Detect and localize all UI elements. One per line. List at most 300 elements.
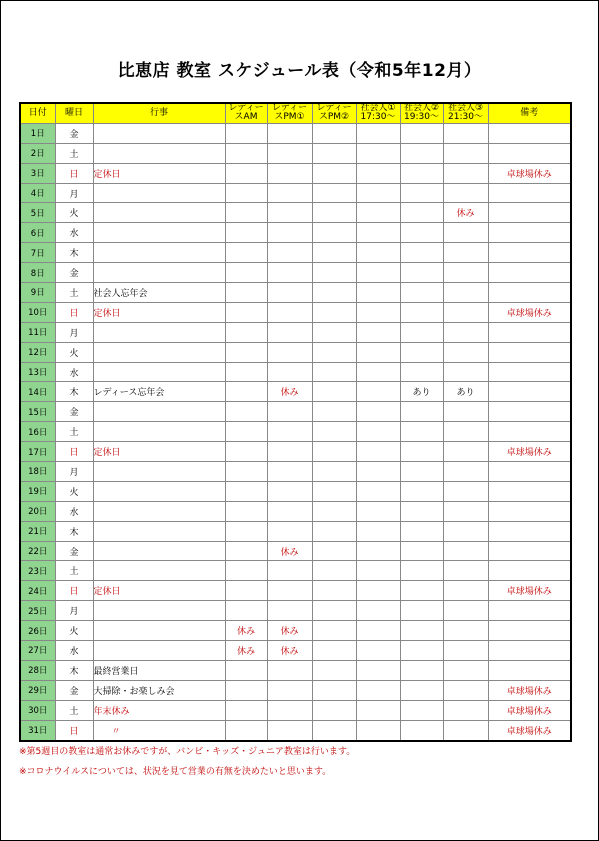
slot-cell xyxy=(312,243,356,263)
slot-cell xyxy=(356,422,400,442)
weekday-cell: 水 xyxy=(55,223,93,243)
slot-cell xyxy=(356,203,400,223)
slot-cell xyxy=(400,123,443,143)
event-cell: レディース忘年会 xyxy=(93,382,225,402)
slot-cell xyxy=(356,641,400,661)
slot-cell xyxy=(400,263,443,283)
table-row xyxy=(20,561,571,581)
slot-cell xyxy=(356,163,400,183)
date-cell: 21日 xyxy=(20,521,55,541)
event-cell: 定休日 xyxy=(93,302,225,322)
header-label: 社会人①17:30～ xyxy=(360,103,396,123)
slot-cell xyxy=(443,561,488,581)
slot-cell xyxy=(267,123,312,143)
slot-cell xyxy=(400,501,443,521)
remarks-cell xyxy=(488,561,571,581)
slot-cell xyxy=(443,641,488,661)
slot-cell xyxy=(443,680,488,700)
slot-cell xyxy=(356,342,400,362)
slot-cell xyxy=(267,700,312,720)
event-cell: 〃 xyxy=(93,720,225,740)
table-row xyxy=(20,302,571,322)
remarks-cell xyxy=(488,501,571,521)
slot-cell xyxy=(267,362,312,382)
table-row xyxy=(20,462,571,482)
remarks-cell: 卓球場休み xyxy=(488,163,571,183)
slot-cell: あり xyxy=(443,382,488,402)
event-cell xyxy=(93,143,225,163)
slot-cell xyxy=(312,462,356,482)
event-cell xyxy=(93,263,225,283)
date-cell: 15日 xyxy=(20,402,55,422)
remarks-cell: 卓球場休み xyxy=(488,700,571,720)
header-label: 社会人②19:30～ xyxy=(403,103,440,123)
event-cell: 定休日 xyxy=(93,163,225,183)
table-row xyxy=(20,342,571,362)
weekday-cell: 月 xyxy=(55,601,93,621)
note-line: ※第5週目の教室は通常お休みですが、バンビ・キッズ・ジュニア教室は行います。 xyxy=(19,747,356,757)
table-row xyxy=(20,700,571,720)
event-cell xyxy=(93,342,225,362)
date-cell: 4日 xyxy=(20,183,55,203)
slot-cell xyxy=(225,263,267,283)
slot-cell xyxy=(312,302,356,322)
page-title: 比恵店 教室 スケジュール表（令和5年12月） xyxy=(117,61,482,81)
slot-cell: 休み xyxy=(225,621,267,641)
slot-cell xyxy=(443,223,488,243)
slot-cell xyxy=(312,481,356,501)
weekday-cell: 月 xyxy=(55,322,93,342)
slot-cell xyxy=(356,183,400,203)
slot-cell xyxy=(400,660,443,680)
slot-cell xyxy=(225,442,267,462)
header-event xyxy=(93,103,225,123)
date-cell: 18日 xyxy=(20,462,55,482)
event-cell xyxy=(93,561,225,581)
weekday-cell: 金 xyxy=(55,541,93,561)
slot-cell xyxy=(356,143,400,163)
header-adult1 xyxy=(356,103,400,123)
remarks-cell xyxy=(488,621,571,641)
slot-cell xyxy=(443,183,488,203)
remarks-cell xyxy=(488,183,571,203)
event-cell xyxy=(93,422,225,442)
slot-cell xyxy=(312,680,356,700)
weekday-cell: 土 xyxy=(55,143,93,163)
slot-cell xyxy=(225,481,267,501)
slot-cell xyxy=(312,641,356,661)
slot-cell xyxy=(267,521,312,541)
remarks-cell xyxy=(488,143,571,163)
table-row xyxy=(20,481,571,501)
slot-cell xyxy=(356,601,400,621)
slot-cell xyxy=(267,680,312,700)
slot-cell xyxy=(443,660,488,680)
slot-cell xyxy=(312,143,356,163)
event-cell xyxy=(93,362,225,382)
slot-cell xyxy=(443,243,488,263)
slot-cell xyxy=(443,302,488,322)
slot-cell xyxy=(443,143,488,163)
weekday-cell: 水 xyxy=(55,641,93,661)
date-cell: 13日 xyxy=(20,362,55,382)
slot-cell xyxy=(356,322,400,342)
slot-cell xyxy=(400,621,443,641)
header-label: レディースPM① xyxy=(271,103,308,123)
header-label: レディースPM② xyxy=(316,103,352,123)
slot-cell xyxy=(267,283,312,303)
slot-cell xyxy=(356,263,400,283)
slot-cell xyxy=(356,462,400,482)
table-row xyxy=(20,501,571,521)
slot-cell xyxy=(312,342,356,362)
slot-cell xyxy=(267,322,312,342)
slot-cell xyxy=(400,521,443,541)
slot-cell xyxy=(356,660,400,680)
remarks-cell: 卓球場休み xyxy=(488,442,571,462)
slot-cell xyxy=(356,123,400,143)
date-cell: 25日 xyxy=(20,601,55,621)
remarks-cell xyxy=(488,601,571,621)
slot-cell xyxy=(443,442,488,462)
slot-cell xyxy=(400,183,443,203)
table-row xyxy=(20,223,571,243)
weekday-cell: 金 xyxy=(55,680,93,700)
slot-cell xyxy=(312,183,356,203)
table-row xyxy=(20,362,571,382)
slot-cell xyxy=(267,660,312,680)
slot-cell xyxy=(267,581,312,601)
slot-cell xyxy=(225,342,267,362)
table-row xyxy=(20,163,571,183)
slot-cell xyxy=(267,243,312,263)
slot-cell xyxy=(356,283,400,303)
event-cell xyxy=(93,123,225,143)
slot-cell xyxy=(312,561,356,581)
weekday-cell: 火 xyxy=(55,621,93,641)
table-row xyxy=(20,621,571,641)
slot-cell: 休み xyxy=(267,382,312,402)
slot-cell xyxy=(312,621,356,641)
slot-cell xyxy=(400,601,443,621)
table-row xyxy=(20,203,571,223)
weekday-cell: 火 xyxy=(55,342,93,362)
slot-cell xyxy=(225,720,267,740)
remarks-cell xyxy=(488,342,571,362)
slot-cell xyxy=(312,123,356,143)
slot-cell xyxy=(356,621,400,641)
slot-cell xyxy=(356,501,400,521)
schedule-table xyxy=(19,102,572,742)
slot-cell xyxy=(267,720,312,740)
slot-cell xyxy=(443,462,488,482)
event-cell xyxy=(93,402,225,422)
slot-cell xyxy=(400,422,443,442)
slot-cell xyxy=(400,481,443,501)
header-label: 行事 xyxy=(149,107,168,118)
slot-cell xyxy=(267,422,312,442)
date-cell: 29日 xyxy=(20,680,55,700)
remarks-cell xyxy=(488,123,571,143)
date-cell: 27日 xyxy=(20,641,55,661)
slot-cell xyxy=(443,402,488,422)
remarks-cell: 卓球場休み xyxy=(488,720,571,740)
slot-cell xyxy=(267,203,312,223)
notes xyxy=(19,742,355,782)
date-cell: 3日 xyxy=(20,163,55,183)
weekday-cell: 日 xyxy=(55,720,93,740)
slot-cell xyxy=(225,402,267,422)
slot-cell xyxy=(225,223,267,243)
slot-cell xyxy=(225,143,267,163)
remarks-cell xyxy=(488,641,571,661)
slot-cell: 休み xyxy=(225,641,267,661)
header-date xyxy=(20,103,55,123)
slot-cell xyxy=(400,641,443,661)
remarks-cell xyxy=(488,203,571,223)
table-row xyxy=(20,322,571,342)
slot-cell xyxy=(443,481,488,501)
header-row xyxy=(20,103,571,123)
slot-cell xyxy=(312,700,356,720)
slot-cell: 休み xyxy=(267,621,312,641)
header-ladies-am xyxy=(225,103,267,123)
table-row xyxy=(20,183,571,203)
remarks-cell xyxy=(488,521,571,541)
slot-cell xyxy=(312,362,356,382)
slot-cell xyxy=(267,462,312,482)
slot-cell xyxy=(443,362,488,382)
table-row xyxy=(20,283,571,303)
slot-cell xyxy=(225,660,267,680)
date-cell: 28日 xyxy=(20,660,55,680)
slot-cell xyxy=(225,680,267,700)
table-row xyxy=(20,442,571,462)
event-cell xyxy=(93,601,225,621)
event-cell: 社会人忘年会 xyxy=(93,283,225,303)
date-cell: 19日 xyxy=(20,481,55,501)
remarks-cell xyxy=(488,382,571,402)
slot-cell xyxy=(443,700,488,720)
date-cell: 2日 xyxy=(20,143,55,163)
slot-cell xyxy=(356,382,400,402)
slot-cell xyxy=(225,581,267,601)
event-cell xyxy=(93,481,225,501)
slot-cell xyxy=(443,720,488,740)
slot-cell xyxy=(400,720,443,740)
slot-cell xyxy=(312,442,356,462)
date-cell: 1日 xyxy=(20,123,55,143)
slot-cell xyxy=(400,541,443,561)
slot-cell xyxy=(312,541,356,561)
slot-cell xyxy=(400,342,443,362)
weekday-cell: 火 xyxy=(55,203,93,223)
event-cell xyxy=(93,462,225,482)
slot-cell xyxy=(356,223,400,243)
slot-cell xyxy=(267,601,312,621)
event-cell xyxy=(93,243,225,263)
date-cell: 11日 xyxy=(20,322,55,342)
weekday-cell: 土 xyxy=(55,422,93,442)
slot-cell xyxy=(400,462,443,482)
remarks-cell xyxy=(488,243,571,263)
slot-cell xyxy=(225,382,267,402)
remarks-cell xyxy=(488,322,571,342)
remarks-cell: 卓球場休み xyxy=(488,302,571,322)
slot-cell xyxy=(356,243,400,263)
slot-cell xyxy=(267,561,312,581)
slot-cell xyxy=(312,382,356,402)
slot-cell xyxy=(356,481,400,501)
slot-cell xyxy=(225,541,267,561)
slot-cell xyxy=(443,541,488,561)
slot-cell xyxy=(400,680,443,700)
weekday-cell: 土 xyxy=(55,283,93,303)
slot-cell xyxy=(225,123,267,143)
date-cell: 20日 xyxy=(20,501,55,521)
table-row xyxy=(20,641,571,661)
event-cell: 年末休み xyxy=(93,700,225,720)
remarks-cell xyxy=(488,660,571,680)
date-cell: 23日 xyxy=(20,561,55,581)
slot-cell xyxy=(267,501,312,521)
date-cell: 5日 xyxy=(20,203,55,223)
header-label: 備考 xyxy=(520,107,539,118)
slot-cell xyxy=(443,123,488,143)
event-cell: 最終営業日 xyxy=(93,660,225,680)
remarks-cell xyxy=(488,481,571,501)
slot-cell xyxy=(400,143,443,163)
slot-cell xyxy=(267,183,312,203)
slot-cell xyxy=(312,322,356,342)
table-row xyxy=(20,720,571,740)
slot-cell xyxy=(400,163,443,183)
weekday-cell: 日 xyxy=(55,302,93,322)
weekday-cell: 金 xyxy=(55,402,93,422)
header-adult2 xyxy=(400,103,443,123)
table-row xyxy=(20,382,571,402)
slot-cell xyxy=(312,521,356,541)
slot-cell xyxy=(443,263,488,283)
slot-cell xyxy=(267,143,312,163)
slot-cell xyxy=(225,362,267,382)
slot-cell xyxy=(400,243,443,263)
event-cell xyxy=(93,541,225,561)
date-cell: 30日 xyxy=(20,700,55,720)
slot-cell xyxy=(356,700,400,720)
header-ladies-pm1 xyxy=(267,103,312,123)
slot-cell xyxy=(267,263,312,283)
table-row xyxy=(20,601,571,621)
note-line: ※コロナウイルスについては、状況を見て営業の有無を決めたいと思います。 xyxy=(19,767,332,777)
weekday-cell: 金 xyxy=(55,263,93,283)
schedule-body xyxy=(20,123,571,740)
slot-cell xyxy=(400,442,443,462)
slot-cell xyxy=(267,481,312,501)
slot-cell xyxy=(356,541,400,561)
date-cell: 17日 xyxy=(20,442,55,462)
slot-cell xyxy=(443,283,488,303)
slot-cell xyxy=(400,700,443,720)
remarks-cell: 卓球場休み xyxy=(488,680,571,700)
slot-cell xyxy=(225,243,267,263)
slot-cell xyxy=(356,680,400,700)
slot-cell xyxy=(400,561,443,581)
slot-cell xyxy=(312,263,356,283)
table-row xyxy=(20,263,571,283)
remarks-cell xyxy=(488,263,571,283)
weekday-cell: 木 xyxy=(55,521,93,541)
slot-cell xyxy=(356,720,400,740)
slot-cell xyxy=(443,342,488,362)
slot-cell xyxy=(312,163,356,183)
slot-cell xyxy=(225,501,267,521)
table-row xyxy=(20,123,571,143)
weekday-cell: 土 xyxy=(55,700,93,720)
slot-cell xyxy=(267,302,312,322)
event-cell: 大掃除・お楽しみ会 xyxy=(93,680,225,700)
slot-cell xyxy=(225,700,267,720)
table-row xyxy=(20,402,571,422)
weekday-cell: 木 xyxy=(55,243,93,263)
slot-cell xyxy=(312,501,356,521)
header-label: 曜日 xyxy=(64,107,83,118)
table-row xyxy=(20,143,571,163)
event-cell xyxy=(93,641,225,661)
remarks-cell xyxy=(488,462,571,482)
slot-cell xyxy=(443,601,488,621)
table-row xyxy=(20,581,571,601)
remarks-cell xyxy=(488,402,571,422)
slot-cell: 休み xyxy=(443,203,488,223)
slot-cell xyxy=(225,601,267,621)
table-row xyxy=(20,243,571,263)
weekday-cell: 日 xyxy=(55,442,93,462)
slot-cell xyxy=(400,322,443,342)
remarks-cell xyxy=(488,283,571,303)
date-cell: 22日 xyxy=(20,541,55,561)
slot-cell: あり xyxy=(400,382,443,402)
header-adult3 xyxy=(443,103,488,123)
remarks-cell: 卓球場休み xyxy=(488,581,571,601)
remarks-cell xyxy=(488,362,571,382)
event-cell xyxy=(93,621,225,641)
event-cell xyxy=(93,521,225,541)
slot-cell xyxy=(443,501,488,521)
slot-cell: 休み xyxy=(267,641,312,661)
slot-cell xyxy=(356,362,400,382)
slot-cell xyxy=(225,283,267,303)
date-cell: 31日 xyxy=(20,720,55,740)
slot-cell xyxy=(267,223,312,243)
slot-cell xyxy=(443,163,488,183)
slot-cell xyxy=(225,302,267,322)
table-row xyxy=(20,660,571,680)
date-cell: 16日 xyxy=(20,422,55,442)
weekday-cell: 金 xyxy=(55,123,93,143)
weekday-cell: 月 xyxy=(55,462,93,482)
slot-cell xyxy=(267,442,312,462)
slot-cell: 休み xyxy=(267,541,312,561)
event-cell xyxy=(93,203,225,223)
slot-cell xyxy=(443,581,488,601)
slot-cell xyxy=(312,720,356,740)
slot-cell xyxy=(443,322,488,342)
slot-cell xyxy=(225,183,267,203)
slot-cell xyxy=(225,322,267,342)
weekday-cell: 日 xyxy=(55,581,93,601)
date-cell: 9日 xyxy=(20,283,55,303)
